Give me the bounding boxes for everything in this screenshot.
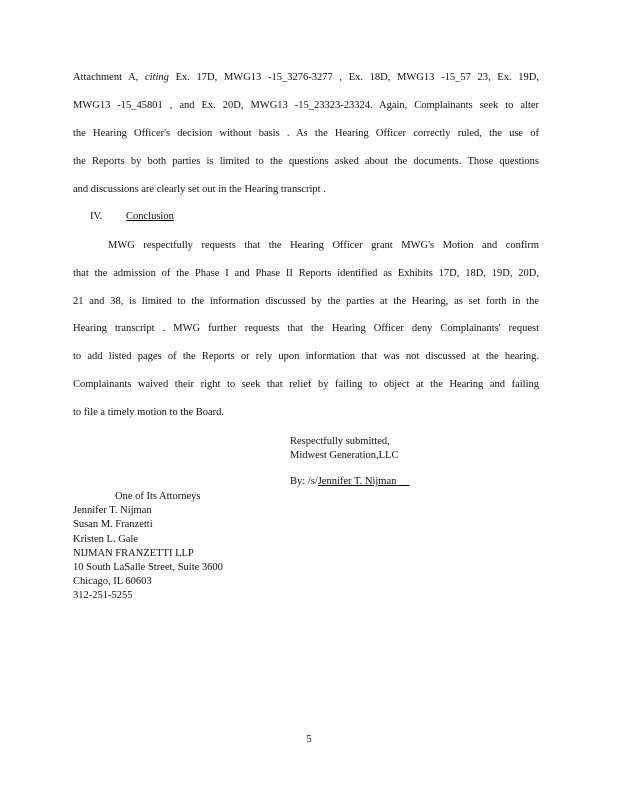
conclusion-line: Complainants waived their right to seek that relief by failing to object at the Hearing and failing xyxy=(73,379,539,390)
body-line: the Reports by both parties is limited to the questions asked about the documents. Those questions xyxy=(73,156,539,167)
body-line: and discussions are clearly set out in the Hearing transcript . xyxy=(73,184,326,195)
body-line: Attachment A, citing Ex. 17D, MWG13 -15_3276-3277 , Ex. 18D, MWG13 -15_57 23, Ex. 19D, xyxy=(73,72,539,83)
attorney-name: Jennifer T. Nijman xyxy=(73,505,152,517)
conclusion-line: that the admission of the Phase I and Phase II Reports identified as Exhibits 17D, 18D, 19D, 20D, xyxy=(73,268,539,279)
conclusion-line: MWG respectfully requests that the Hearing Officer grant MWG's Motion and confirm xyxy=(108,240,539,251)
signature-party: Midwest Generation,LLC xyxy=(290,450,399,462)
page-number: 5 xyxy=(306,734,312,745)
phone-number: 312-251-5255 xyxy=(73,590,133,602)
firm-name: NIJMAN FRANZETTI LLP xyxy=(73,547,194,559)
address-line: Chicago, IL 60603 xyxy=(73,576,152,588)
section-title: Conclusion xyxy=(126,211,174,222)
signature-by-line xyxy=(290,475,409,489)
address-line: 10 South LaSalle Street, Suite 3600 xyxy=(73,562,223,574)
body-line: MWG13 -15_45801 , and Ex. 20D, MWG13 -15_23323-23324. Again, Complainants seek to alter xyxy=(73,100,539,111)
signature-closing: Respectfully submitted, xyxy=(290,436,390,447)
signature-by-prefix: By: /s/ xyxy=(290,476,318,488)
section-number: IV. xyxy=(90,211,103,222)
conclusion-line: Hearing transcript . MWG further requests that the Hearing Officer deny Complainants' request xyxy=(73,323,539,334)
signature-by-name: Jennifer T. Nijman xyxy=(317,476,397,488)
attorney-name: Susan M. Franzetti xyxy=(73,519,153,531)
attorney-heading: One of Its Attorneys xyxy=(115,491,201,502)
conclusion-line: to file a timely motion to the Board. xyxy=(73,407,225,418)
body-line: the Hearing Officer's decision without basis . As the Hearing Officer correctly ruled, the use of xyxy=(73,128,539,139)
signature-block xyxy=(290,435,409,490)
conclusion-line: 21 and 38, is limited to the information discussed by the parties at the Hearing, as set forth in the xyxy=(73,296,539,307)
conclusion-line: to add listed pages of the Reports or rely upon information that was not discussed at the hearing. xyxy=(73,351,539,362)
attorney-name: Kristen L. Gale xyxy=(73,533,139,545)
attorney-block xyxy=(73,490,223,604)
section-heading xyxy=(90,211,174,222)
